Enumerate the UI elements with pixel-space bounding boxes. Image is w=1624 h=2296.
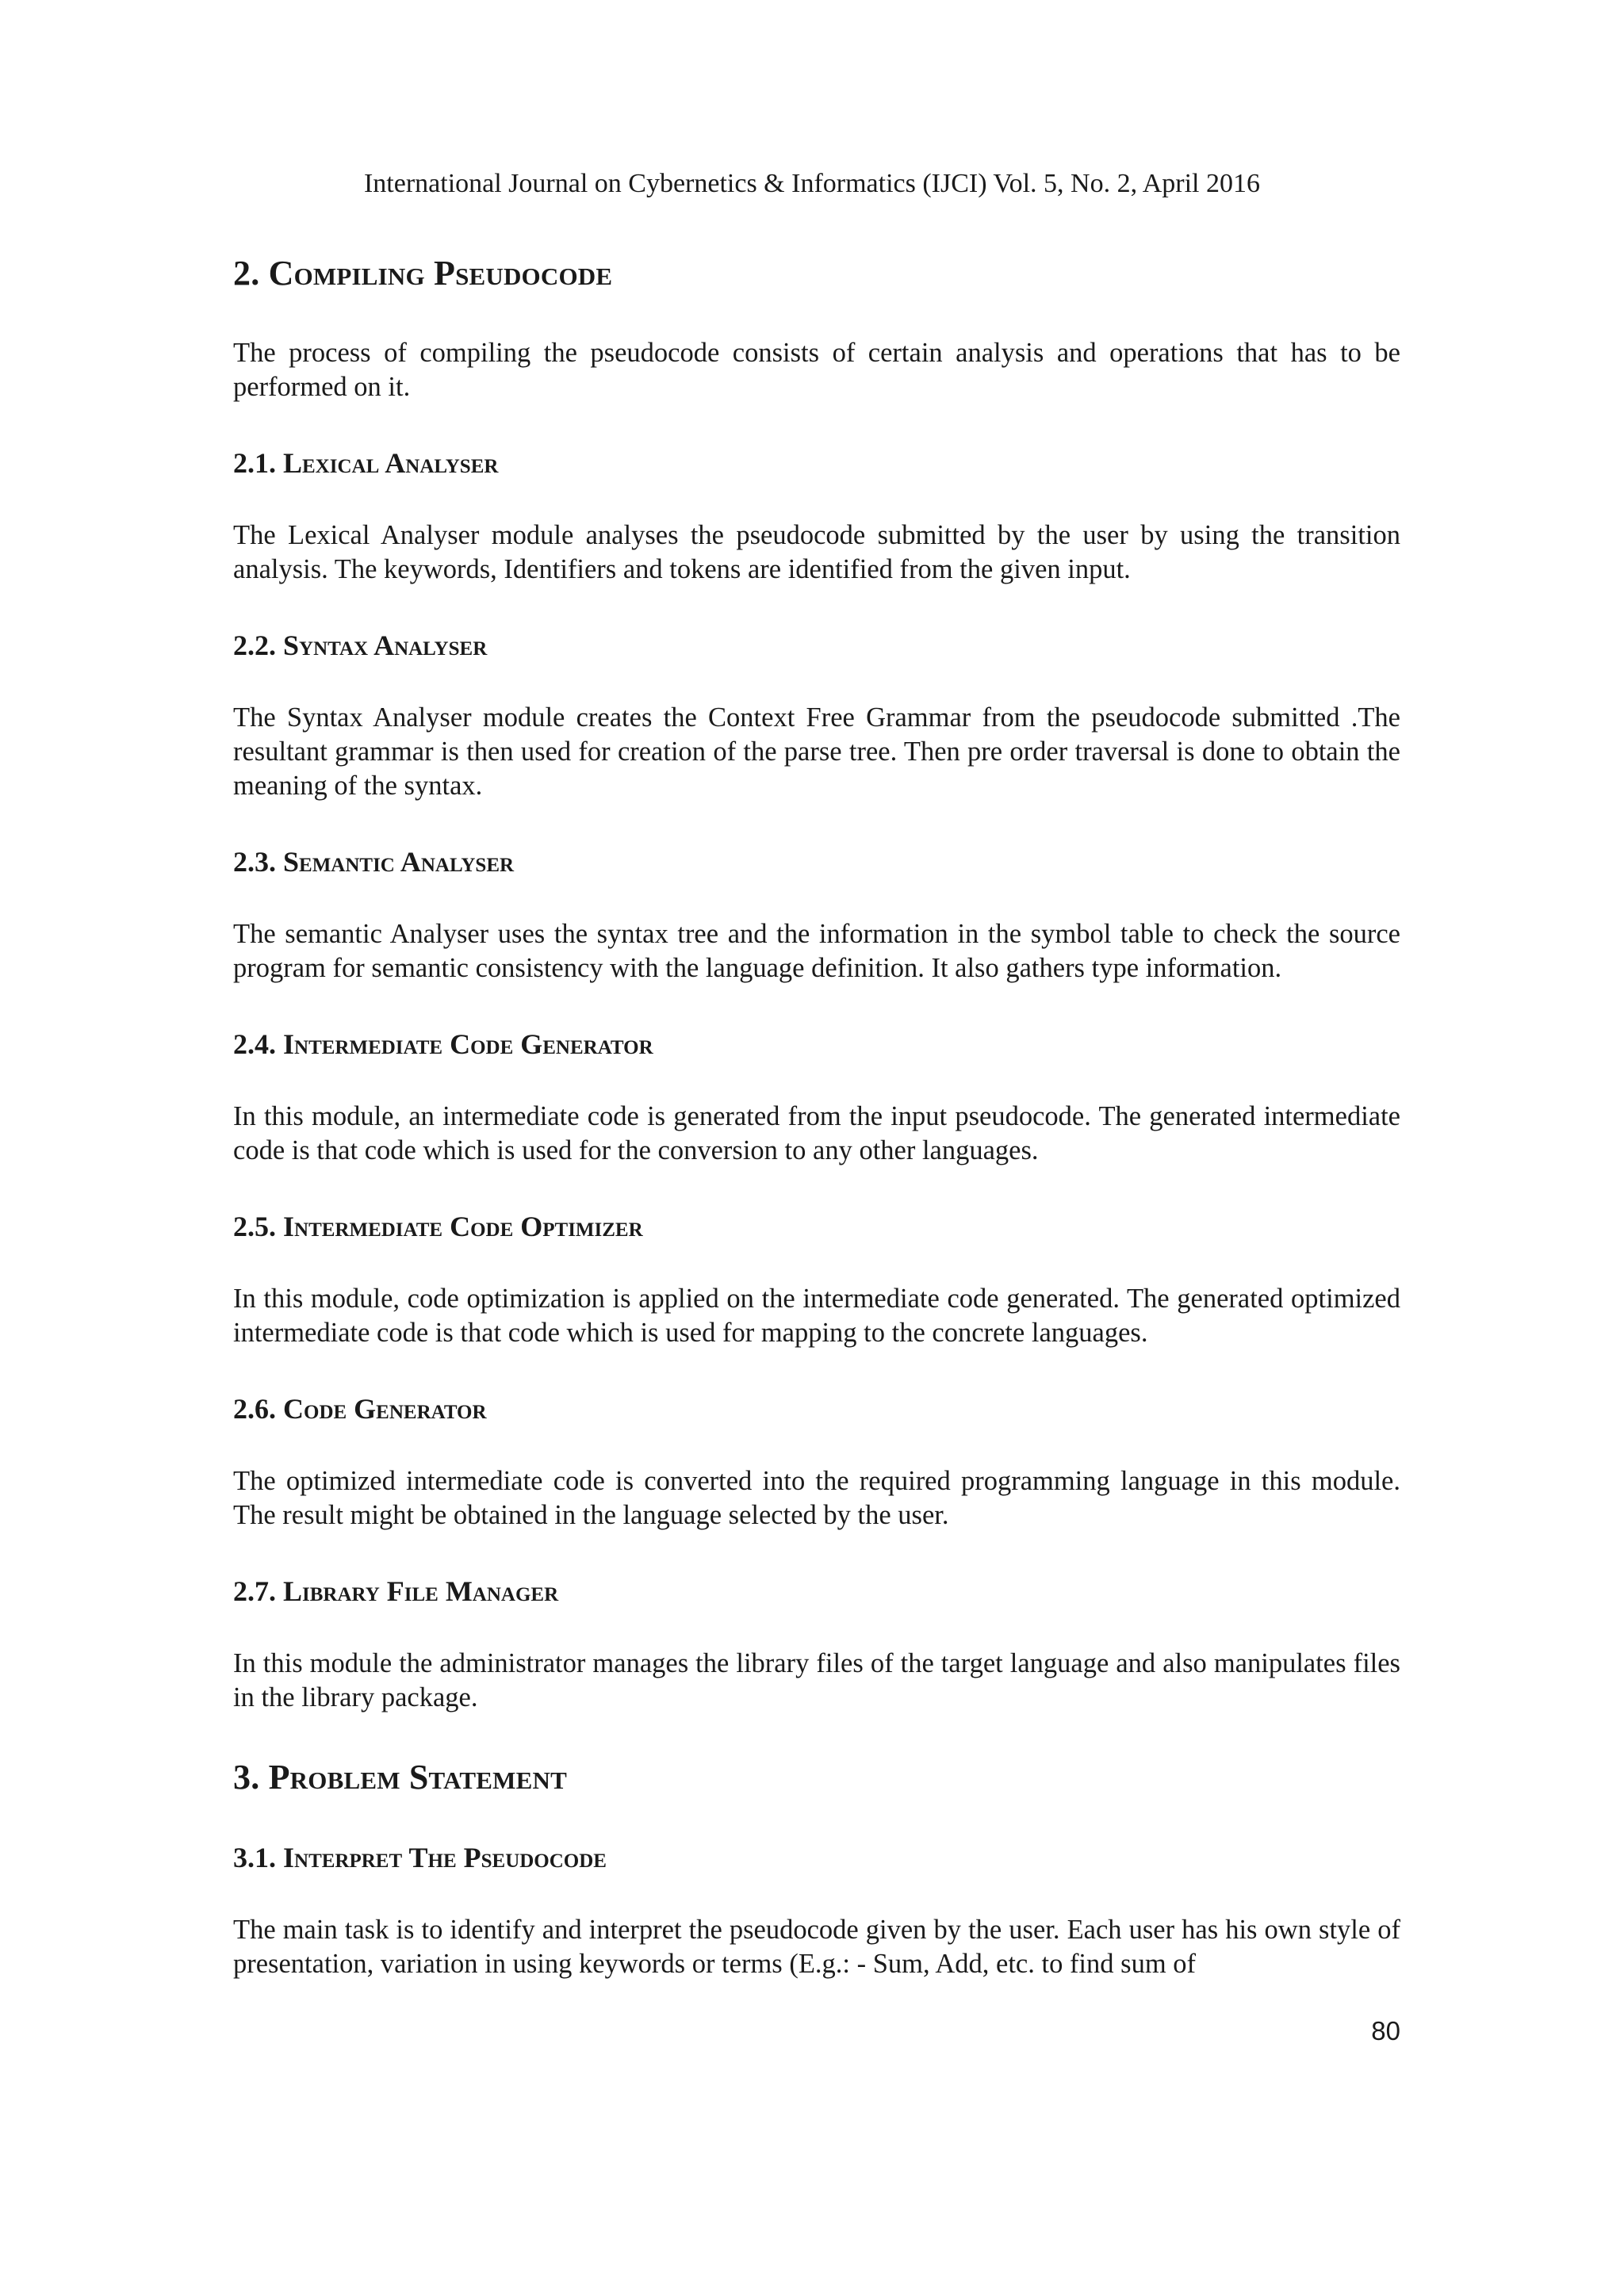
section-3-1-heading: 3.1. Interpret The Pseudocode — [233, 1842, 607, 1873]
section-2-4-text: In this module, an intermediate code is generated from the input pseudocode. The generated intermediate code is that code which is used for the conversion to any other languages. — [233, 1101, 1400, 1165]
section-2-2-heading: 2.2. Syntax Analyser — [233, 629, 488, 661]
section-3-heading: 3. Problem Statement — [233, 1758, 567, 1797]
section-2-5-text: In this module, code optimization is applied on the intermediate code generated. The generated optimized intermediate code is that code which is used for mapping to the concrete languages. — [233, 1284, 1400, 1348]
page-content — [233, 252, 1400, 1981]
section-2-1-text: The Lexical Analyser module analyses the pseudocode submitted by the user by using the transition analysis. The keywords, Identifiers and tokens are identified from the given input. — [233, 520, 1400, 584]
section-2-3-text: The semantic Analyser uses the syntax tree and the information in the symbol table to check the source program for semantic consistency with the language definition. It also gathers type information. — [233, 919, 1400, 983]
running-header: International Journal on Cybernetics & Informatics (IJCI) Vol. 5, No. 2, April 2016 — [363, 169, 1260, 198]
page-number: 80 — [1371, 2016, 1400, 2045]
section-2-7-text: In this module the administrator manages the library files of the target language and also manipulates files in the library package. — [233, 1648, 1400, 1712]
section-2-5-heading: 2.5. Intermediate Code Optimizer — [233, 1211, 643, 1242]
section-2-2-text: The Syntax Analyser module creates the Context Free Grammar from the pseudocode submitted .The resultant grammar is then used for creation of the parse tree. Then pre order traversal is done to obtain the meaning of the syntax. — [233, 702, 1400, 801]
section-2-4-heading: 2.4. Intermediate Code Generator — [233, 1028, 653, 1060]
section-2-6-heading: 2.6. Code Generator — [233, 1393, 487, 1425]
section-2-7-heading: 2.7. Library File Manager — [233, 1575, 559, 1607]
section-2-heading: 2. Compiling Pseudocode — [233, 254, 613, 293]
section-2-1-heading: 2.1. Lexical Analyser — [233, 447, 499, 479]
section-2-6-text: The optimized intermediate code is converted into the required programming language in this module. The result might be obtained in the language selected by the user. — [233, 1466, 1400, 1530]
section-2-intro: The process of compiling the pseudocode consists of certain analysis and operations that has to be performed on it. — [233, 338, 1400, 402]
section-2-3-heading: 2.3. Semantic Analyser — [233, 846, 515, 878]
section-3-1-text: The main task is to identify and interpret the pseudocode given by the user. Each user has his own style of presentation, variation in using keywords or terms (E.g.: - Sum, Add, etc. to find sum of — [233, 1915, 1400, 1979]
